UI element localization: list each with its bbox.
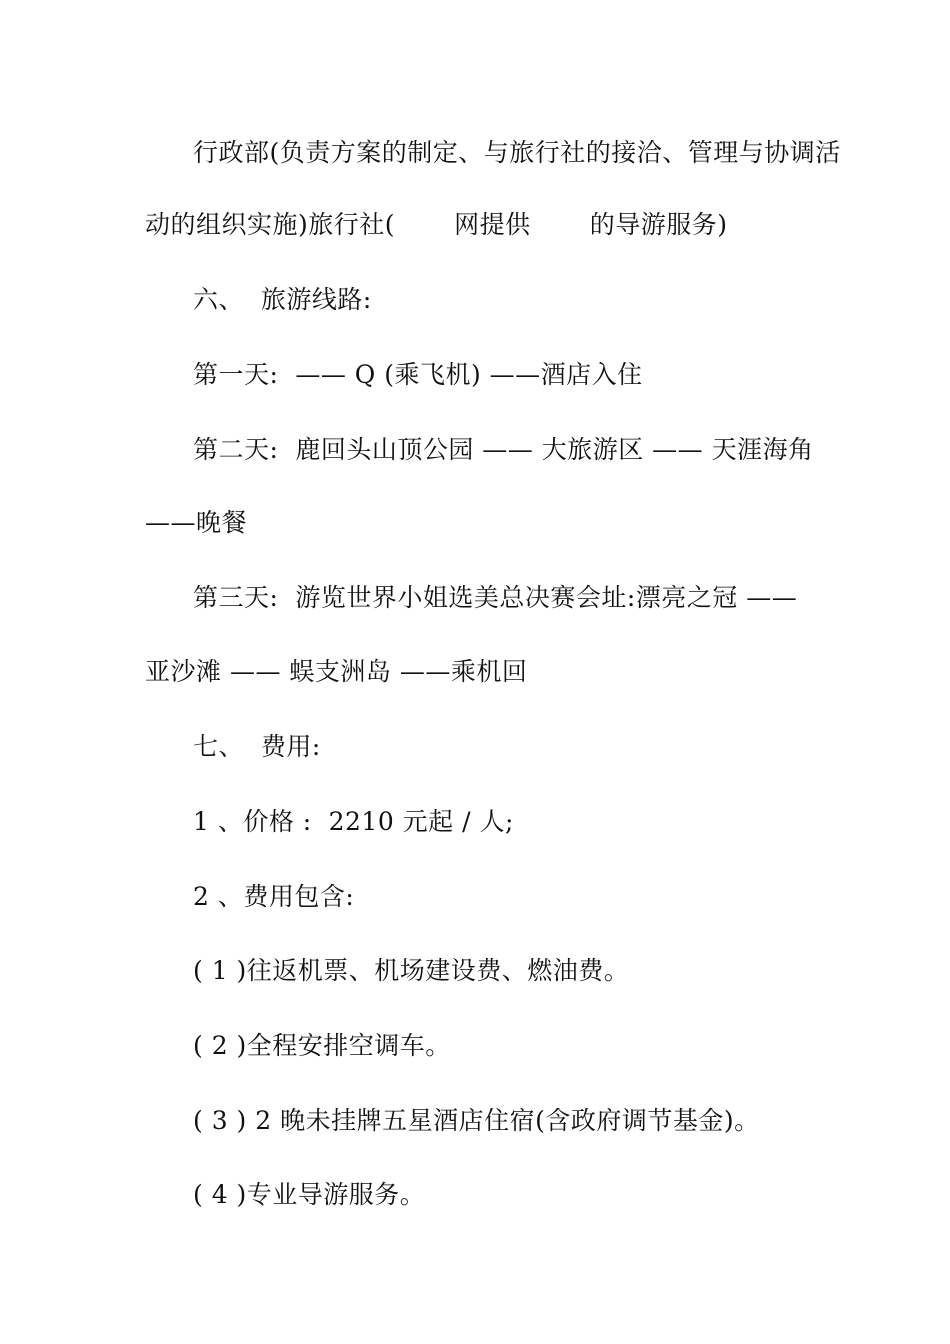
route-day-2-continued: ——晚餐	[145, 508, 248, 537]
cost-include-item-4: ( 4 )专业导游服务。	[193, 1180, 426, 1209]
cost-include-item-2: ( 2 )全程安排空调车。	[193, 1031, 451, 1060]
route-day-2: 第二天: 鹿回头山顶公园 —— 大旅游区 —— 天涯海角	[193, 435, 814, 464]
cost-include-item-1: ( 1 )往返机票、机场建设费、燃油费。	[193, 956, 630, 985]
cost-price-item: 1 、价格 : 2210 元起 / 人;	[193, 807, 514, 836]
paragraph-admin-line-1: 行政部(负责方案的制定、与旅行社的接洽、管理与协调活	[193, 138, 841, 167]
route-day-3-continued: 亚沙滩 —— 蜈支洲岛 ——乘机回	[145, 657, 528, 686]
paragraph-admin-line-2: 动的组织实施)旅行社( 网提供 的导游服务)	[145, 210, 728, 239]
route-day-3: 第三天: 游览世界小姐选美总决赛会址:漂亮之冠 ——	[193, 583, 798, 612]
cost-includes-heading: 2 、费用包含:	[193, 882, 355, 911]
route-day-1: 第一天: —— Q (乘飞机) ——酒店入住	[193, 360, 643, 389]
section-heading-route: 六、 旅游线路:	[193, 285, 372, 314]
cost-include-item-3: ( 3 ) 2 晚未挂牌五星酒店住宿(含政府调节基金)。	[193, 1106, 760, 1135]
section-heading-cost: 七、 费用:	[193, 732, 321, 761]
